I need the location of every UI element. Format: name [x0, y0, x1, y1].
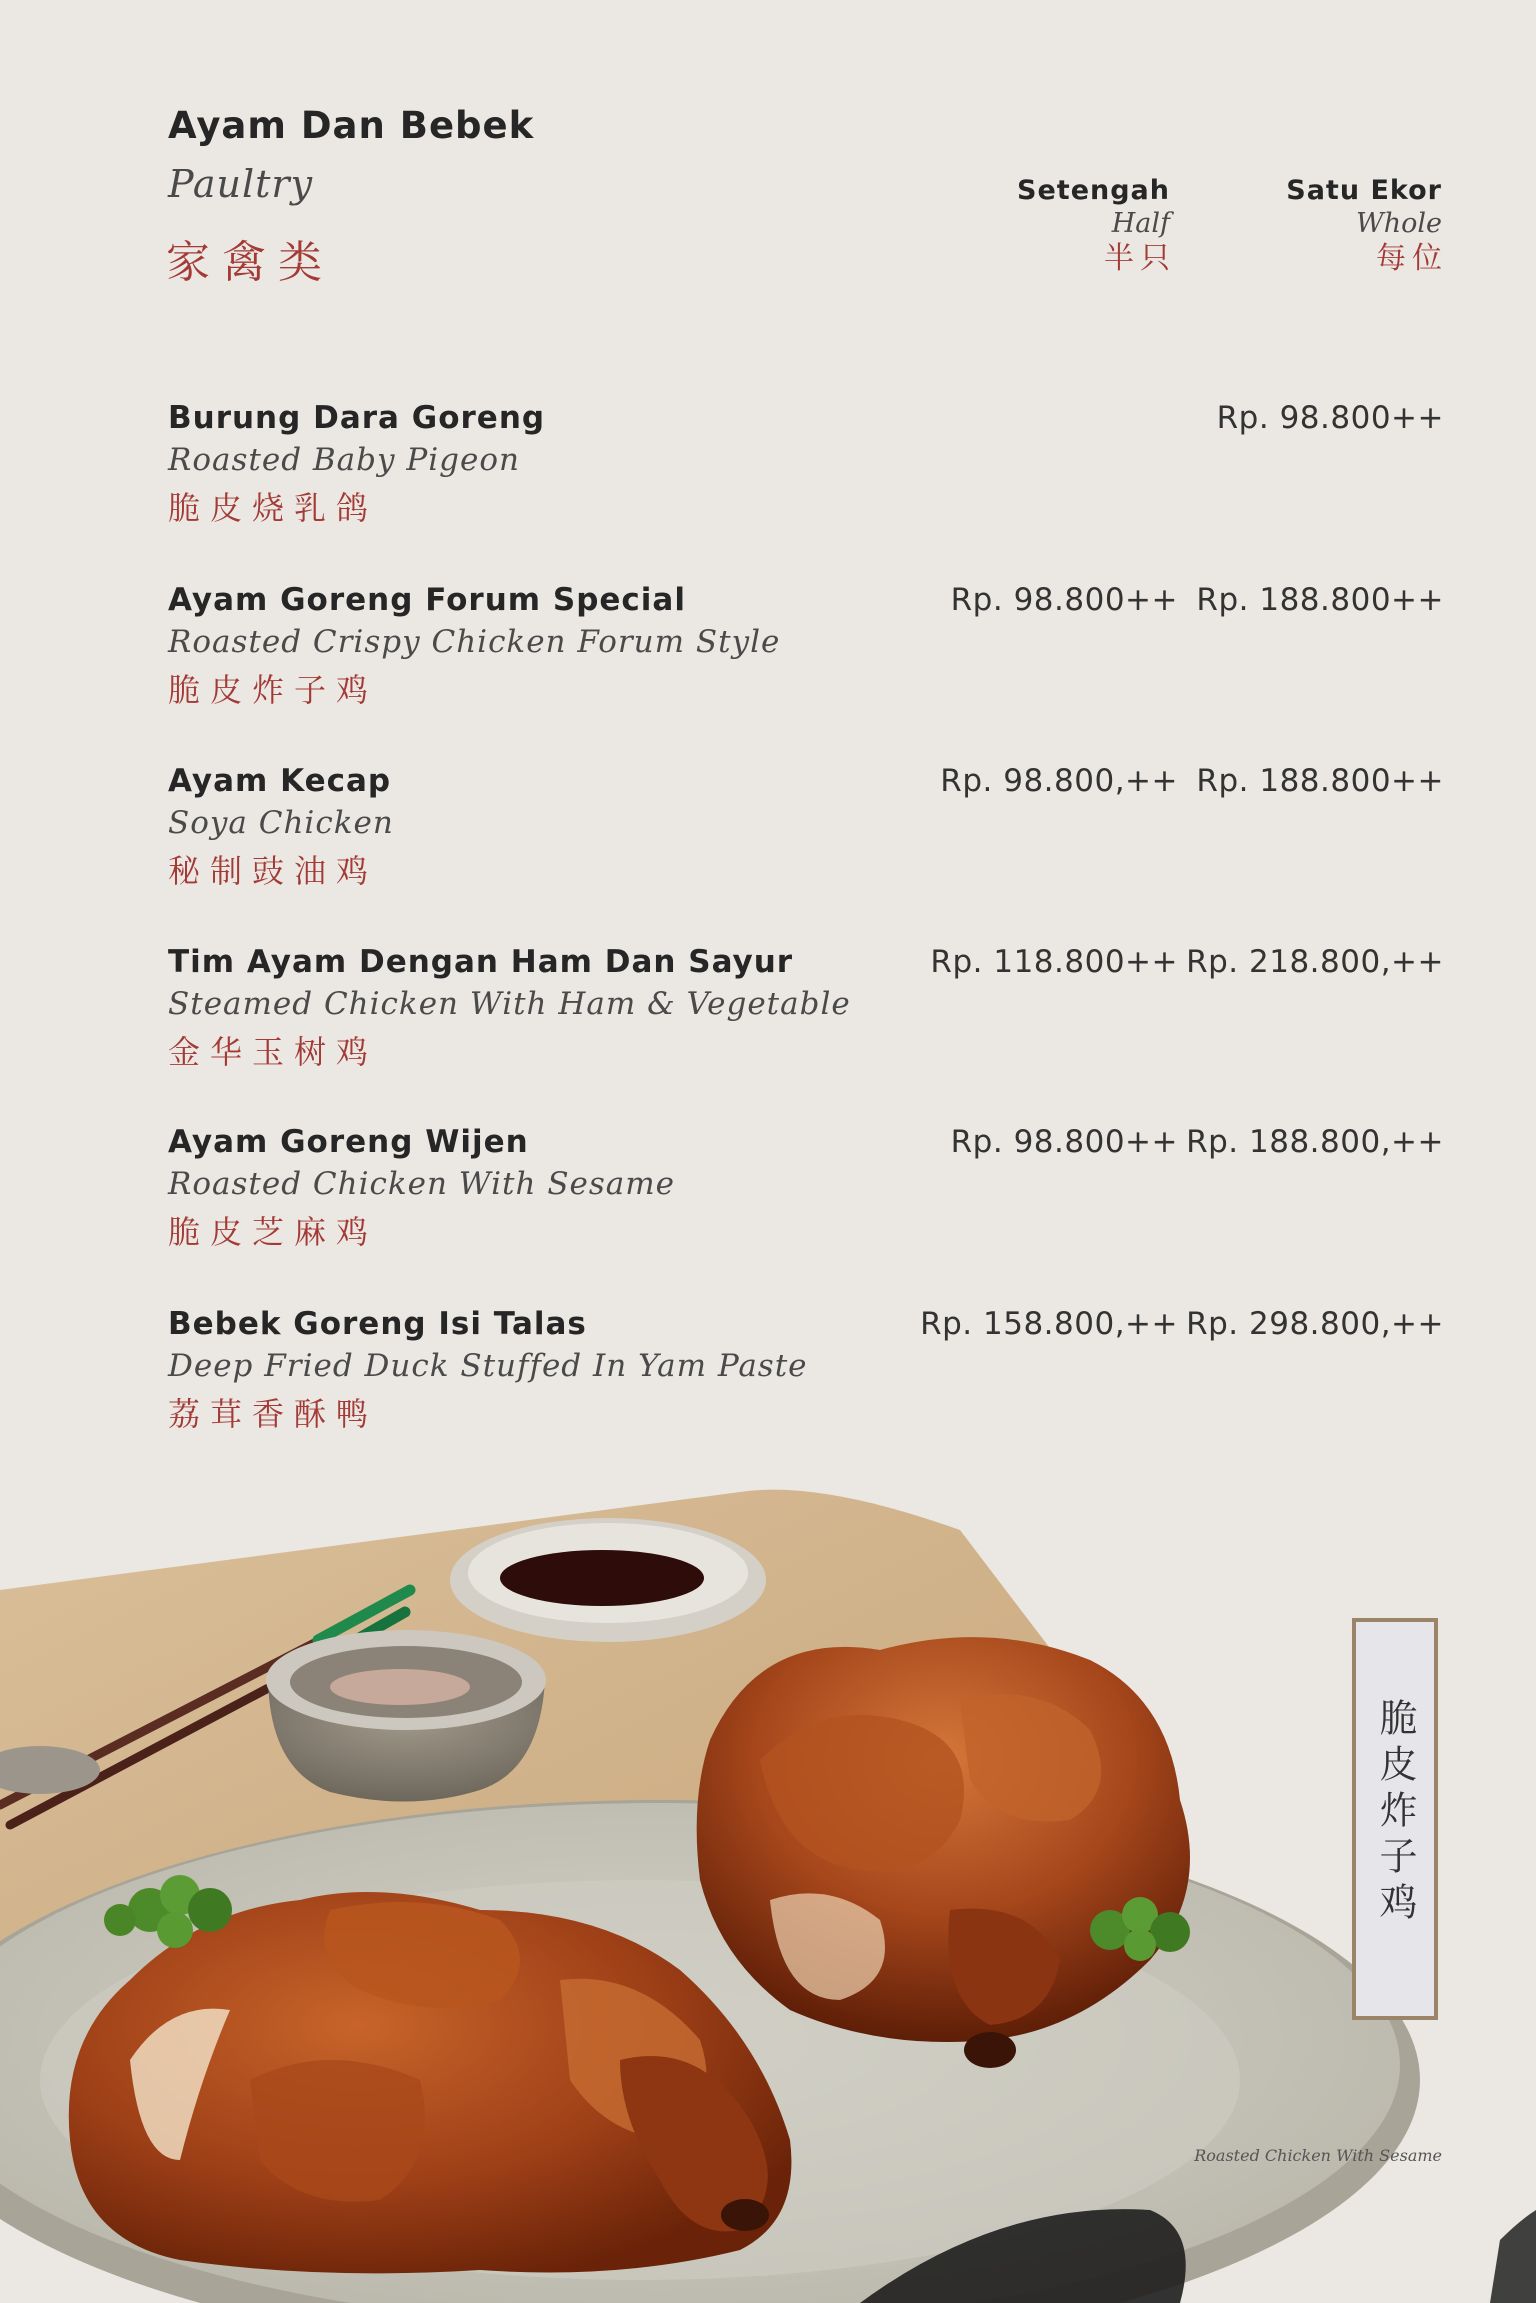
- menu-item-name: Ayam Goreng Wijen: [168, 1124, 529, 1160]
- menu-item-name: Tim Ayam Dengan Ham Dan Sayur: [168, 944, 794, 980]
- menu-item-price-half: Rp. 98.800++: [950, 582, 1178, 618]
- menu-item-price-whole: Rp. 188.800,++: [1186, 1124, 1444, 1160]
- section-chinese-title: 家禽类: [166, 237, 334, 288]
- menu-item-chinese: 脆皮芝麻鸡: [168, 1213, 379, 1251]
- menu-item-price-half: Rp. 98.800,++: [940, 763, 1178, 799]
- food-photo: [0, 1440, 1536, 2303]
- column-half-cn: 半只: [1104, 241, 1176, 276]
- menu-item-english: Roasted Baby Pigeon: [168, 442, 520, 478]
- vertical-dish-label: [1352, 1618, 1438, 2020]
- column-whole-name: Satu Ekor: [1286, 175, 1442, 206]
- column-whole-cn: 每位: [1376, 241, 1448, 276]
- vertical-dish-label-text: 脆皮炸子鸡: [1373, 1698, 1417, 1928]
- menu-item-chinese: 金华玉树鸡: [168, 1033, 379, 1071]
- spice-bowl: [266, 1630, 546, 1802]
- menu-item-price-half: Rp. 118.800++: [930, 944, 1178, 980]
- menu-item: [168, 942, 1444, 1092]
- menu-item-english: Soya Chicken: [168, 805, 394, 841]
- menu-item-price-half: Rp. 98.800++: [950, 1124, 1178, 1160]
- menu-item: [168, 1304, 1444, 1454]
- menu-item-name: Bebek Goreng Isi Talas: [168, 1306, 587, 1342]
- menu-item-english: Roasted Crispy Chicken Forum Style: [168, 624, 781, 660]
- menu-item-chinese: 荔茸香酥鸭: [168, 1395, 379, 1433]
- menu-item-price-whole: Rp. 98.800++: [1216, 400, 1444, 436]
- menu-item: [168, 1122, 1444, 1272]
- menu-item-name: Burung Dara Goreng: [168, 400, 546, 436]
- section-title: Ayam Dan Bebek: [168, 104, 535, 147]
- menu-item-english: Steamed Chicken With Ham & Vegetable: [168, 986, 851, 1022]
- menu-item-chinese: 秘制豉油鸡: [168, 852, 379, 890]
- menu-item-price-whole: Rp. 218.800,++: [1186, 944, 1444, 980]
- menu-item: [168, 761, 1444, 911]
- menu-item-price-whole: Rp. 188.800++: [1196, 763, 1444, 799]
- menu-item-chinese: 脆皮炸子鸡: [168, 671, 379, 709]
- section-subtitle: Paultry: [168, 162, 314, 206]
- photo-caption: Roasted Chicken With Sesame: [1194, 2146, 1442, 2165]
- menu-item: [168, 398, 1444, 548]
- sauce-dish: [450, 1518, 766, 1642]
- menu-item-chinese: 脆皮烧乳鸽: [168, 489, 379, 527]
- column-whole-en: Whole: [1355, 208, 1442, 239]
- menu-item-name: Ayam Goreng Forum Special: [168, 582, 686, 618]
- menu-item-price-whole: Rp. 188.800++: [1196, 582, 1444, 618]
- menu-item: [168, 580, 1444, 730]
- column-half-name: Setengah: [1017, 175, 1170, 206]
- menu-item-price-whole: Rp. 298.800,++: [1186, 1306, 1444, 1342]
- menu-item-price-half: Rp. 158.800,++: [920, 1306, 1178, 1342]
- menu-item-english: Roasted Chicken With Sesame: [168, 1166, 676, 1202]
- menu-item-name: Ayam Kecap: [168, 763, 392, 799]
- menu-item-english: Deep Fried Duck Stuffed In Yam Paste: [168, 1348, 808, 1384]
- column-half-en: Half: [1111, 208, 1170, 239]
- column-header-half: [910, 174, 1176, 278]
- column-header-whole: [1182, 174, 1448, 278]
